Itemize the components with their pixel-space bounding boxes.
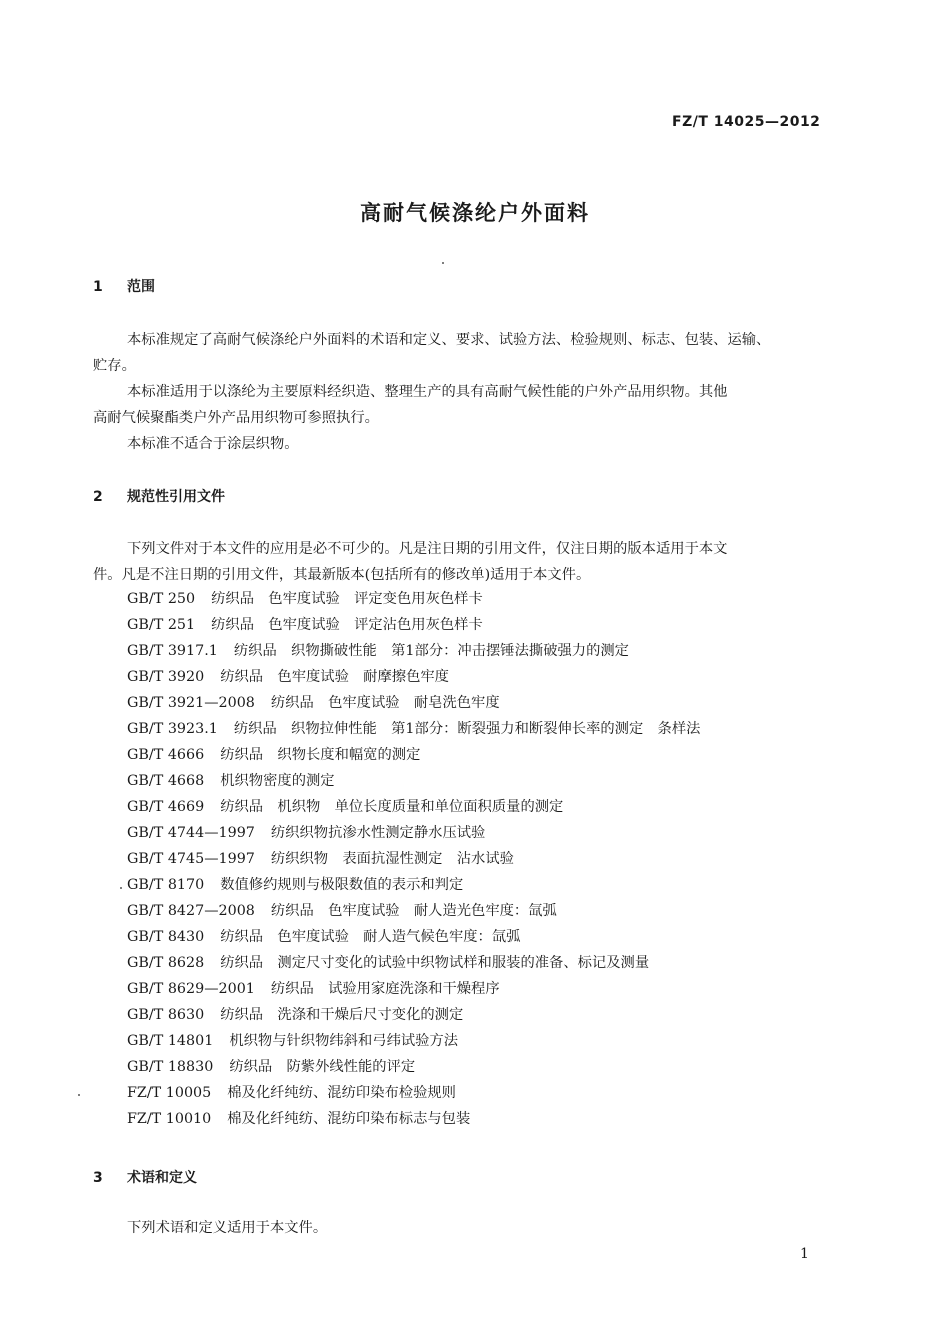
section-number: 1 xyxy=(93,279,103,295)
section-title: 规范性引用文件 xyxy=(127,489,225,505)
reference-item xyxy=(127,666,449,686)
reference-item xyxy=(127,1082,456,1102)
reference-title: 纺织品 测定尺寸变化的试验中织物试样和服装的准备、标记及测量 xyxy=(220,955,650,971)
reference-code: GB/T 251 xyxy=(127,617,196,633)
section-number: 2 xyxy=(93,489,103,505)
scope-paragraph-2-line-2: 高耐气候聚酯类户外产品用织物可参照执行。 xyxy=(93,410,379,426)
reference-title: 纺织织物抗渗水性测定静水压试验 xyxy=(270,825,486,841)
reference-item xyxy=(127,1030,458,1050)
reference-code: GB/T 4669 xyxy=(127,799,205,815)
reference-title: 纺织品 织物长度和幅宽的测定 xyxy=(220,747,421,763)
reference-item xyxy=(127,978,500,998)
reference-code: GB/T 8427—2008 xyxy=(127,903,255,919)
reference-code: GB/T 3920 xyxy=(127,669,205,685)
reference-title: 纺织品 织物撕破性能 第1部分：冲击摆锤法撕破强力的测定 xyxy=(233,643,629,659)
normative-intro-line-1: 下列文件对于本文件的应用是必不可少的。凡是注日期的引用文件，仅注日期的版本适用于本文 xyxy=(127,541,728,557)
reference-item xyxy=(127,1108,470,1128)
scan-speck xyxy=(78,1094,80,1096)
reference-title: 纺织织物 表面抗湿性测定 沾水试验 xyxy=(270,851,514,867)
reference-code: GB/T 8629—2001 xyxy=(127,981,255,997)
reference-item xyxy=(127,744,420,764)
reference-item xyxy=(127,770,335,790)
reference-code: GB/T 4668 xyxy=(127,773,205,789)
reference-code: GB/T 4745—1997 xyxy=(127,851,255,867)
reference-item xyxy=(127,952,649,972)
section-number: 3 xyxy=(93,1170,103,1186)
reference-item xyxy=(127,1004,463,1024)
reference-title: 纺织品 织物拉伸性能 第1部分：断裂强力和断裂伸长率的测定 条样法 xyxy=(233,721,701,737)
reference-title: 机织物与针织物纬斜和弓纬试验方法 xyxy=(229,1033,459,1049)
reference-title: 棉及化纤纯纺、混纺印染布检验规则 xyxy=(227,1085,456,1101)
reference-item xyxy=(127,848,514,868)
page-number: 1 xyxy=(800,1246,809,1262)
section-title: 范围 xyxy=(127,279,155,295)
reference-item xyxy=(127,874,463,894)
scope-paragraph-1-line-2: 贮存。 xyxy=(93,358,136,374)
reference-title: 纺织品 色牢度试验 评定沾色用灰色样卡 xyxy=(211,617,483,633)
scope-paragraph-3: 本标准不适合于涂层织物。 xyxy=(127,436,299,452)
reference-title: 纺织品 机织物 单位长度质量和单位面积质量的测定 xyxy=(220,799,564,815)
reference-item xyxy=(127,796,563,816)
reference-title: 纺织品 色牢度试验 耐人造气候色牢度：氙弧 xyxy=(220,929,521,945)
reference-title: 纺织品 色牢度试验 耐摩擦色牢度 xyxy=(220,669,449,685)
section-heading-scope xyxy=(93,276,155,296)
reference-code: GB/T 8628 xyxy=(127,955,205,971)
reference-item xyxy=(127,1056,415,1076)
reference-code: GB/T 4666 xyxy=(127,747,205,763)
reference-code: GB/T 3917.1 xyxy=(127,643,218,659)
reference-code: GB/T 14801 xyxy=(127,1033,214,1049)
reference-code: GB/T 8170 xyxy=(127,877,205,893)
scan-speck xyxy=(442,262,444,264)
section-heading-terms xyxy=(93,1167,197,1187)
document-title: 高耐气候涤纶户外面料 xyxy=(360,201,590,225)
reference-code: GB/T 8430 xyxy=(127,929,205,945)
reference-item xyxy=(127,718,700,738)
normative-intro-line-2: 件。凡是不注日期的引用文件，其最新版本(包括所有的修改单)适用于本文件。 xyxy=(93,567,591,583)
reference-title: 纺织品 洗涤和干燥后尺寸变化的测定 xyxy=(220,1007,464,1023)
reference-item xyxy=(127,614,483,634)
reference-code: FZ/T 10010 xyxy=(127,1111,212,1127)
reference-item xyxy=(127,588,483,608)
reference-title: 数值修约规则与极限数值的表示和判定 xyxy=(220,877,464,893)
reference-item xyxy=(127,692,500,712)
section-title: 术语和定义 xyxy=(127,1170,197,1186)
reference-title: 机织物密度的测定 xyxy=(220,773,335,789)
reference-code: GB/T 3923.1 xyxy=(127,721,218,737)
reference-title: 棉及化纤纯纺、混纺印染布标志与包装 xyxy=(227,1111,471,1127)
reference-code: GB/T 250 xyxy=(127,591,196,607)
reference-code: FZ/T 10005 xyxy=(127,1085,212,1101)
reference-item xyxy=(127,900,557,920)
reference-code: GB/T 18830 xyxy=(127,1059,214,1075)
section-heading-normative-references xyxy=(93,486,225,506)
scope-paragraph-1-line-1: 本标准规定了高耐气候涤纶户外面料的术语和定义、要求、试验方法、检验规则、标志、包装、运输、 xyxy=(127,332,771,348)
scope-paragraph-2-line-1: 本标准适用于以涤纶为主要原料经织造、整理生产的具有高耐气候性能的户外产品用织物。其他 xyxy=(127,384,728,400)
reference-item xyxy=(127,640,629,660)
reference-title: 纺织品 色牢度试验 耐皂洗色牢度 xyxy=(270,695,500,711)
reference-item xyxy=(127,926,520,946)
scan-speck xyxy=(120,887,122,889)
reference-title: 纺织品 色牢度试验 耐人造光色牢度：氙弧 xyxy=(270,903,557,919)
reference-code: GB/T 3921—2008 xyxy=(127,695,255,711)
reference-code: GB/T 8630 xyxy=(127,1007,205,1023)
reference-title: 纺织品 防紫外线性能的评定 xyxy=(229,1059,416,1075)
reference-title: 纺织品 色牢度试验 评定变色用灰色样卡 xyxy=(211,591,483,607)
reference-code: GB/T 4744—1997 xyxy=(127,825,255,841)
reference-item xyxy=(127,822,485,842)
reference-title: 纺织品 试验用家庭洗涤和干燥程序 xyxy=(270,981,500,997)
standard-code: FZ/T 14025—2012 xyxy=(672,114,821,130)
terms-intro: 下列术语和定义适用于本文件。 xyxy=(127,1220,328,1236)
